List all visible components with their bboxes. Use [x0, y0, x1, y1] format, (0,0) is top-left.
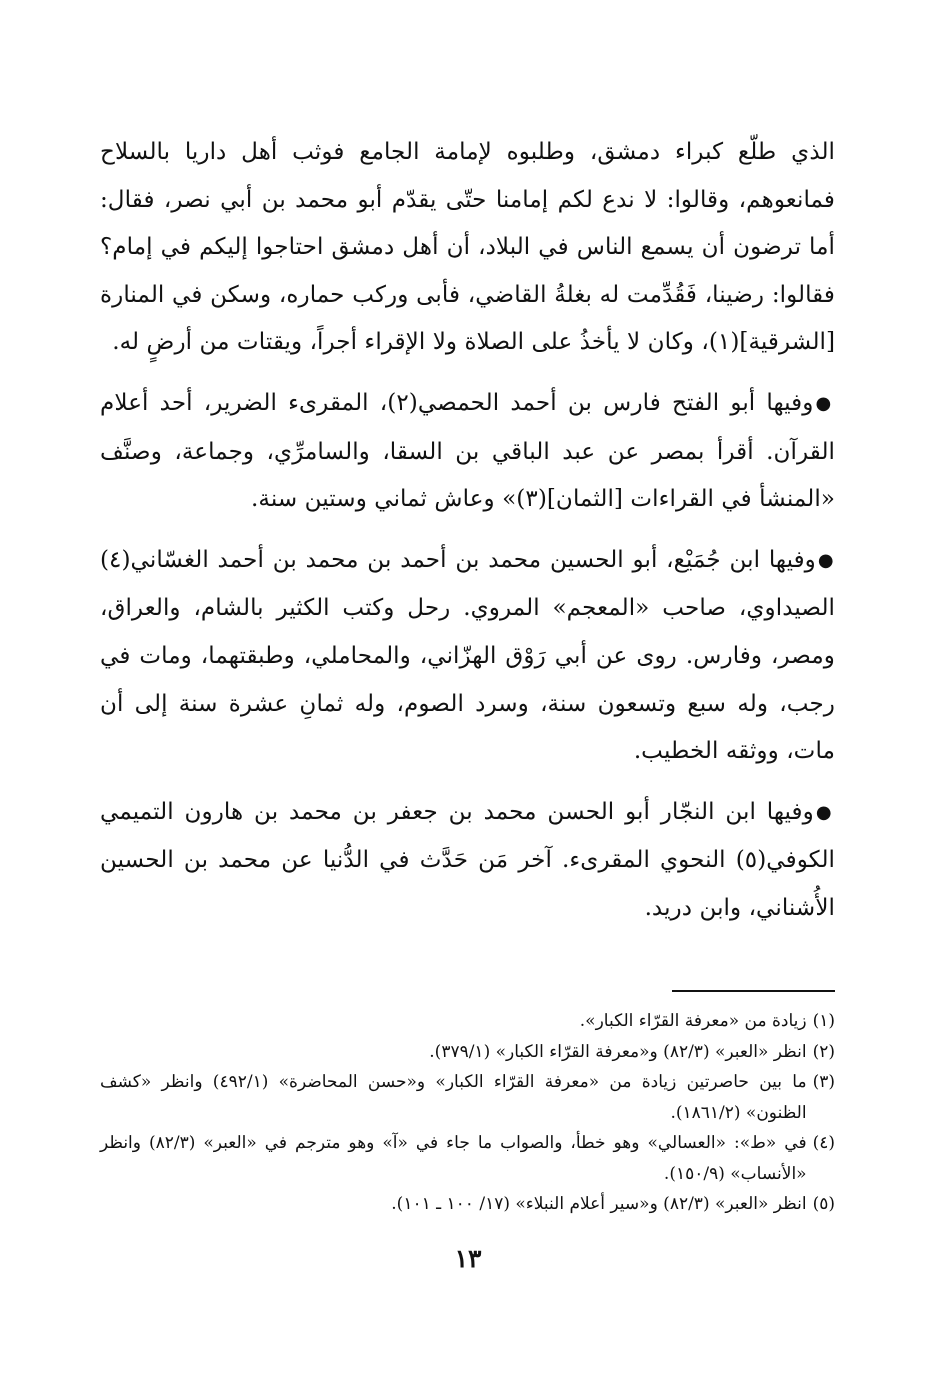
footnote-number: (١) [812, 1011, 835, 1031]
footnote-text: انظر «العبر» (٨٢/٣) و«سير أعلام النبلاء» (١٧/ ١٠٠ ـ ١٠١). [391, 1194, 807, 1214]
footnote-4 [100, 1128, 835, 1189]
paragraph-text: الذي طلّع كبراء دمشق، وطلبوه لإمامة الجامع فوثب أهل داريا بالسلاح فمانعوهم، وقالوا: لا ندع لكم إمامنا حتّى يقدّم أبو محمد بن أبي نصر، فقال: أما ترضون أن يسمع الناس في البلاد، أن أهل دمشق احتاجوا إليكم في إمام؟ فقالوا: رضينا، فَقُدِّمت له بغلةُ القاضي، فأبى وركب حماره، وسكن في المنارة [الشرقية](١)، وكان لا يأخذُ على الصلاة ولا الإقراء أجراً، ويقتات من أرضٍ له. [100, 138, 835, 356]
footnote-number: (٤) [812, 1133, 835, 1153]
bullet-icon: ● [817, 549, 835, 571]
footnote-divider [672, 990, 835, 992]
footnote-2 [100, 1037, 835, 1068]
paragraph-text: وفيها ابن جُمَيْع، أبو الحسين محمد بن أحمد بن محمد بن أحمد الغسّاني(٤) الصيداوي، صاحب «المعجم» المروي. رحل وكتب الكثير بالشام، والعراق، ومصر، وفارس. روى عن أبي رَوْق الهزّاني، والمحاملي، وطبقتهما، ومات في رجب، وله سبع وتسعون سنة، وسرد الصوم، وله ثمانِ عشرة سنة إلى أن مات، ووثقه الخطيب. [100, 545, 835, 765]
footnote-number: (٣) [812, 1072, 835, 1092]
footnote-text: ما بين حاصرتين زيادة من «معرفة القرّاء الكبار» و«حسن المحاضرة» (٤٩٢/١) وانظر «كشف الظنون» (١٨٦١/٢). [100, 1072, 807, 1123]
footnote-text: انظر «العبر» (٨٢/٣) و«معرفة القرّاء الكبار» (٣٧٩/١). [429, 1041, 807, 1062]
footnote-number: (٥) [812, 1194, 835, 1214]
paragraph-3 [100, 536, 835, 775]
footnotes [100, 1006, 835, 1220]
paragraph-1 [100, 128, 835, 366]
paragraph-text: وفيها أبو الفتح فارس بن أحمد الحمصي(٢)، المقرىء الضرير، أحد أعلام القرآن. أقرأ بمصر عن عبد الباقي بن السقا، والسامرِّي، وجماعة، وصنَّف «المنشأ في القراءات [الثمان](٣)» وعاش ثماني وستين سنة. [100, 388, 835, 513]
bullet-icon: ● [815, 392, 835, 414]
main-text [100, 128, 835, 932]
paragraph-2 [100, 379, 835, 523]
paragraph-4 [100, 788, 835, 932]
bullet-icon: ● [815, 801, 835, 823]
footnote-text: زيادة من «معرفة القرّاء الكبار». [579, 1011, 807, 1031]
page-number: ١٣ [454, 1244, 482, 1273]
footnote-5 [100, 1189, 835, 1220]
footnote-number: (٢) [812, 1041, 835, 1062]
footnote-1 [100, 1006, 835, 1037]
footnote-3 [100, 1067, 835, 1128]
paragraph-text: وفيها ابن النجّار أبو الحسن محمد بن جعفر بن محمد بن هارون التميمي الكوفي(٥) النحوي المقرىء. آخر مَن حَدَّث في الدُّنيا عن محمد بن الحسين الأُشناني، وابن دريد. [100, 797, 835, 921]
footnote-text: في «ط»: «العسالي» وهو خطأ، والصواب ما جاء في «آ» وهو مترجم في «العبر» (٨٢/٣) وانظر «الأنساب» (١٥٠/٩). [100, 1133, 807, 1184]
